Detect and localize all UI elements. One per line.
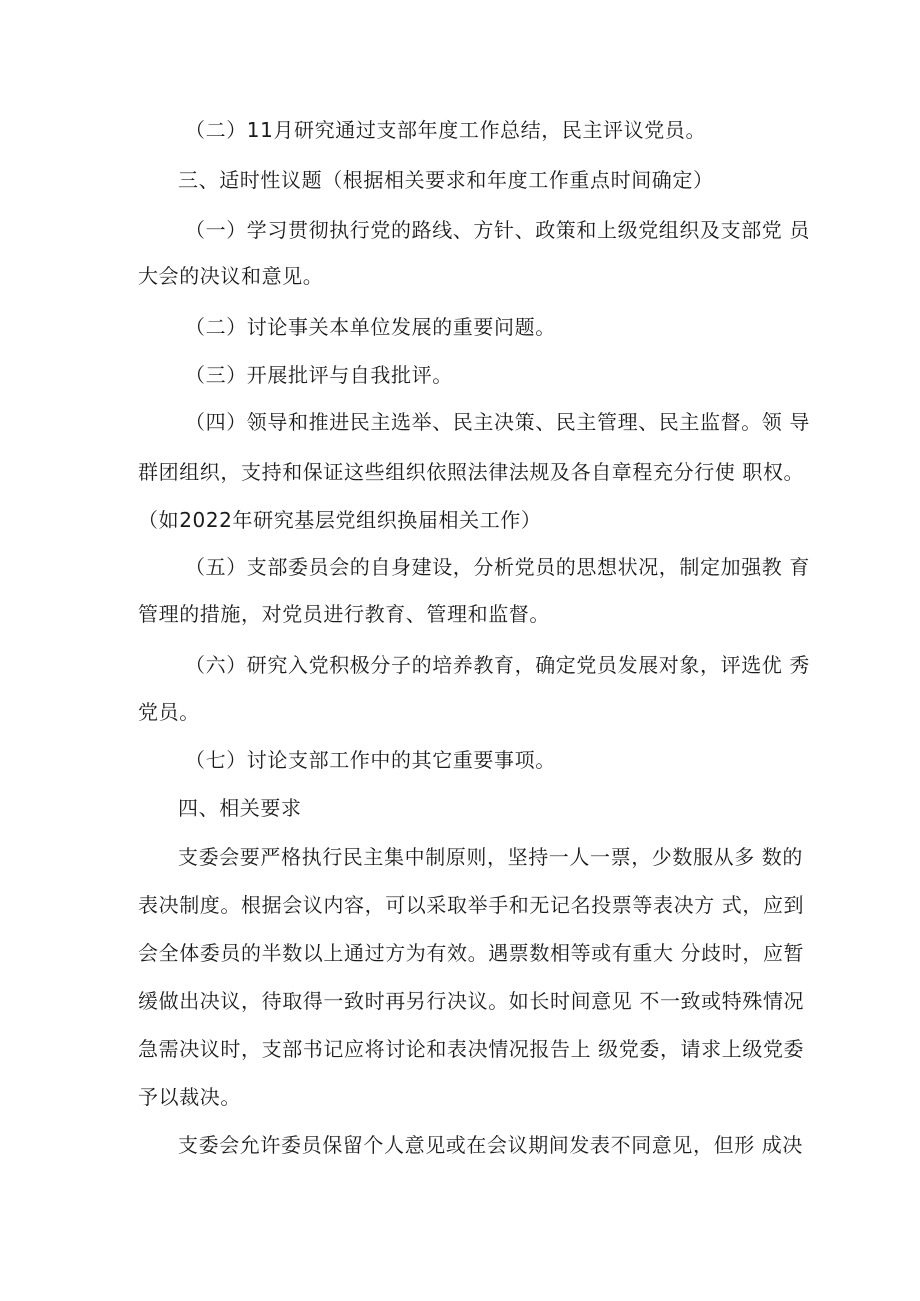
paragraph-line: 急需决议时，支部书记应将讨论和表决情况报告上 级党委，请求上级党委: [138, 1037, 805, 1061]
paragraph-line: 予以裁决。: [138, 1085, 241, 1109]
paragraph-line: （一）学习贯彻执行党的路线、方针、政策和上级党组织及支部党 员: [185, 218, 810, 242]
paragraph-line: 管理的措施，对党员进行教育、管理和监督。: [138, 602, 550, 626]
paragraph-line: （二）11月研究通过支部年度工作总结，民主评议党员。: [185, 118, 707, 142]
paragraph-line: 表决制度。根据会议内容，可以采取举手和无记名投票等表决方 式，应到: [138, 893, 805, 917]
paragraph-line: （三）开展批评与自我批评。: [185, 363, 453, 387]
paragraph-line: （五）支部委员会的自身建设，分析党员的思想状况，制定加强教 育: [185, 555, 810, 579]
section-heading: 三、适时性议题（根据相关要求和年度工作重点时间确定）: [178, 168, 714, 192]
paragraph-line: 支委会要严格执行民主集中制原则，坚持一人一票，少数服从多 数的: [178, 845, 803, 869]
paragraph-line: 会全体委员的半数以上通过方为有效。遇票数相等或有重大 分歧时，应暂: [138, 941, 805, 965]
section-heading: 四、相关要求: [178, 796, 302, 820]
paragraph-line: （如2022年研究基层党组织换届相关工作）: [138, 508, 542, 532]
paragraph-line: 支委会允许委员保留个人意见或在会议期间发表不同意见，但形 成决: [178, 1133, 803, 1157]
paragraph-line: （二）讨论事关本单位发展的重要问题。: [185, 315, 556, 339]
paragraph-line: 群团组织，支持和保证这些组织依照法律法规及各自章程充分行使 职权。: [138, 460, 805, 484]
paragraph-line: 大会的决议和意见。: [138, 264, 324, 288]
paragraph-line: （六）研究入党积极分子的培养教育，确定党员发展对象，评选优 秀: [185, 653, 810, 677]
paragraph-line: （四）领导和推进民主选举、民主决策、民主管理、民主监督。领 导: [185, 410, 810, 434]
paragraph-line: 缓做出决议，待取得一致时再另行决议。如长时间意见 不一致或特殊情况: [138, 989, 805, 1013]
paragraph-line: （七）讨论支部工作中的其它重要事项。: [185, 748, 556, 772]
paragraph-line: 党员。: [138, 700, 200, 724]
